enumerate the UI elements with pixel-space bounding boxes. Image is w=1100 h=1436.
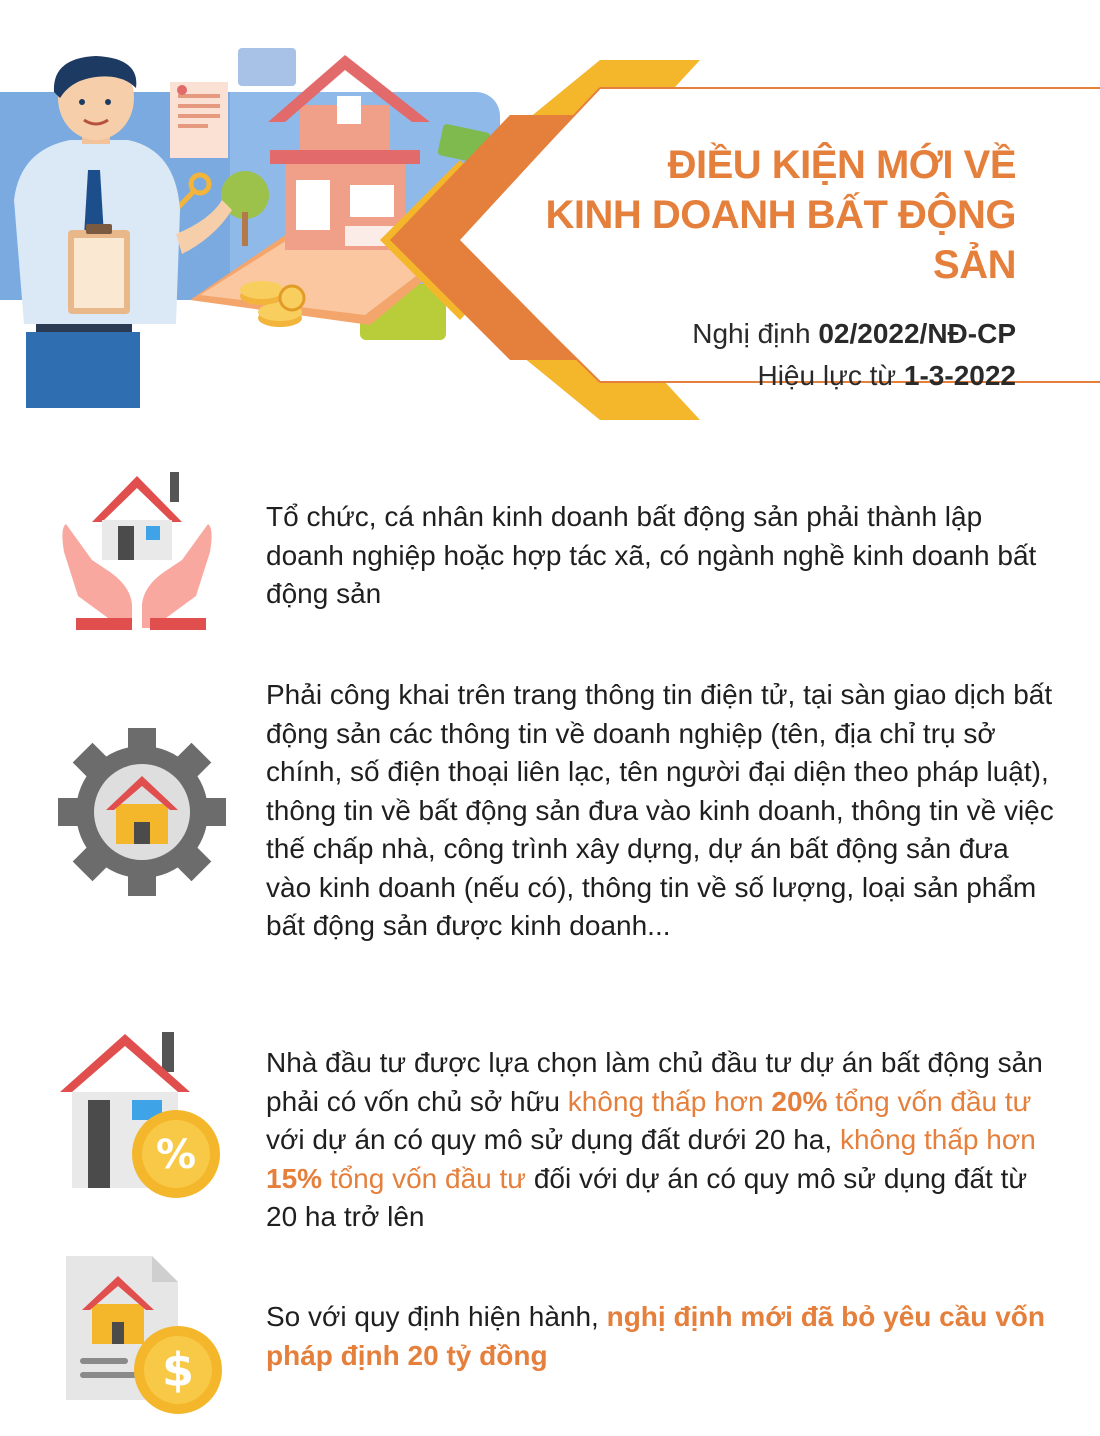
effective-date: 1-3-2022 bbox=[903, 360, 1016, 391]
item-3-part-2: với dự án có quy mô sử dụng đất dưới 20 ha, bbox=[266, 1124, 840, 1155]
svg-text:$: $ bbox=[161, 1343, 195, 1397]
gear-house-icon bbox=[58, 728, 226, 901]
list-item bbox=[0, 468, 1100, 638]
item-3-highlight-2c: tổng vốn đầu tư bbox=[322, 1162, 527, 1194]
list-item bbox=[0, 1030, 1100, 1230]
list-item bbox=[0, 668, 1100, 998]
item-3-part-1: Nhà đầu tư được lựa chọn làm chủ đầu tư dự án bất động sản phải có vốn chủ sở hữu bbox=[266, 1047, 1043, 1117]
header-banner bbox=[0, 0, 1100, 460]
effective-line bbox=[456, 358, 1016, 394]
svg-text:%: % bbox=[155, 1132, 197, 1178]
item-3-highlight-1a: không thấp hơn bbox=[567, 1085, 772, 1117]
decree-number: 02/2022/NĐ-CP bbox=[818, 318, 1016, 349]
list-item bbox=[0, 1252, 1100, 1422]
document-illustration bbox=[170, 82, 228, 158]
item-3-text bbox=[266, 1044, 1056, 1237]
decree-line bbox=[456, 316, 1016, 352]
title-line-2: KINH DOANH BẤT ĐỘNG SẢN bbox=[545, 193, 1016, 287]
house-in-hands-icon bbox=[58, 468, 218, 638]
item-2-text: Phải công khai trên trang thông tin điện tử, tại sàn giao dịch bất động sản các thông tin về doanh nghiệp (tên, địa chỉ trụ sở chính, số điện thoại liên lạc, tên người đại diện theo pháp luật), thông tin về bất động sản đưa vào kinh doanh, thông tin về việc thế chấp nhà, công trình xây dựng, dự án bất động sản đưa vào kinh doanh (nếu có), thông tin về số lượng, loại sản phẩm bất động sản được kinh doanh... bbox=[266, 679, 1054, 941]
item-3-highlight-1c: tổng vốn đầu tư bbox=[827, 1085, 1032, 1117]
item-3-highlight-2a: không thấp hơn bbox=[839, 1124, 1036, 1155]
decree-prefix: Nghị định bbox=[692, 318, 819, 349]
item-3-part-3: đối với dự án có quy mô sử dụng đất từ 20 ha trở lên bbox=[266, 1162, 1028, 1232]
item-3-highlight-1b: 20% bbox=[771, 1085, 828, 1117]
item-1-text: Tổ chức, cá nhân kinh doanh bất động sản phải thành lập doanh nghiệp hoặc hợp tác xã, có ngành nghề kinh doanh bất động sản bbox=[266, 501, 1037, 609]
title-block bbox=[456, 140, 1016, 394]
title-line-1: ĐIỀU KIỆN MỚI VỀ bbox=[667, 143, 1016, 187]
effective-prefix: Hiệu lực từ bbox=[757, 360, 904, 391]
house-percent-icon bbox=[58, 1030, 238, 1205]
item-4-text bbox=[266, 1298, 1056, 1375]
item-4-highlight: nghị định mới đã bỏ yêu cầu vốn pháp định 20 tỷ đồng bbox=[266, 1301, 1045, 1371]
item-4-part-1: So với quy định hiện hành, bbox=[266, 1301, 607, 1332]
item-3-highlight-2b: 15% bbox=[266, 1162, 323, 1194]
document-dollar-icon bbox=[58, 1252, 228, 1425]
